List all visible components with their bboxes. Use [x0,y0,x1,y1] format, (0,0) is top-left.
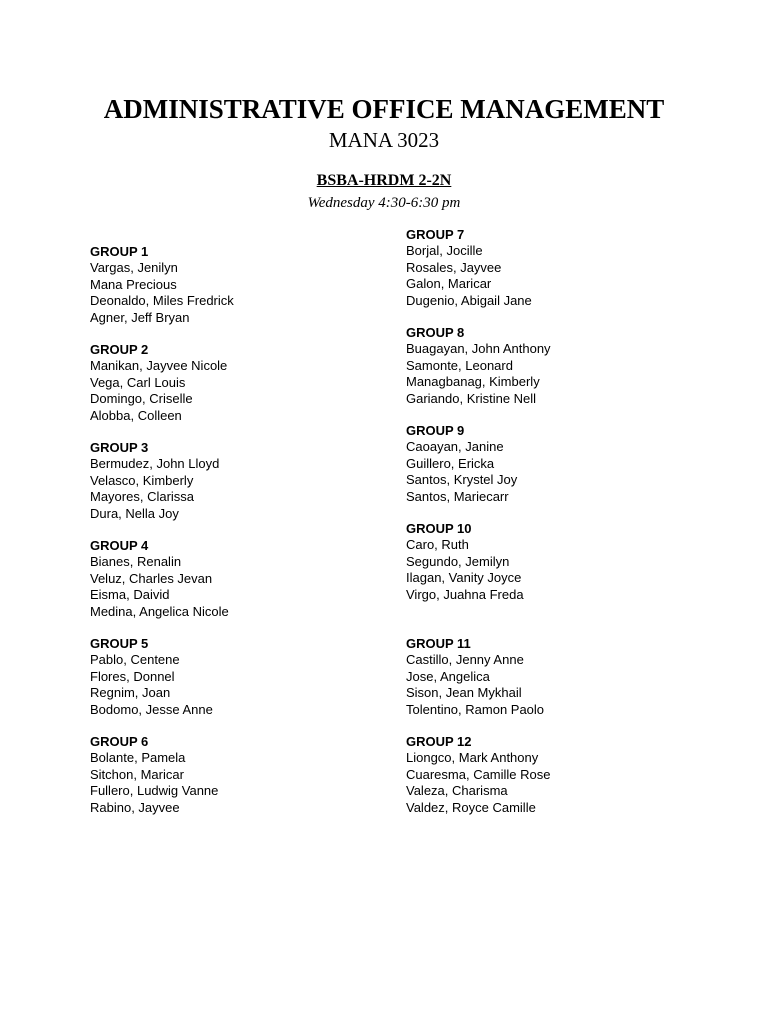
group-member: Tolentino, Ramon Paolo [406,701,545,717]
group-member: Dura, Nella Joy [90,505,179,521]
group-member: Bermudez, John Lloyd [90,456,220,472]
group-member: Segundo, Jemilyn [406,553,510,569]
group-title: GROUP 1 [90,244,149,259]
group-member: Cuaresma, Camille Rose [406,766,551,782]
group-block-11 [406,636,544,718]
group-member: Samonte, Leonard [406,357,513,373]
group-block-1 [90,244,234,326]
section-heading [0,171,768,191]
group-member: Borjal, Jocille [406,243,483,259]
group-member: Velasco, Kimberly [90,472,194,488]
group-title: GROUP 12 [406,734,472,749]
group-member: Buagayan, John Anthony [406,341,551,357]
group-member: Managbanag, Kimberly [406,374,540,390]
course-code: MANA 3023 [328,128,440,152]
group-title: GROUP 6 [90,734,149,749]
group-block-2 [90,342,227,424]
group-title: GROUP 10 [406,521,472,536]
group-member: Santos, Krystel Joy [406,472,518,488]
group-member: Jose, Angelica [406,668,490,684]
group-member: Liongco, Mark Anthony [406,750,539,766]
group-block-5 [90,636,213,718]
group-member: Domingo, Criselle [90,391,193,407]
group-title: GROUP 8 [406,325,465,340]
group-member: Santos, Mariecarr [406,488,509,504]
group-member: Sison, Jean Mykhail [406,685,522,701]
group-member: Caoayan, Janine [406,439,504,455]
group-member: Bolante, Pamela [90,750,186,766]
group-title: GROUP 3 [90,440,149,455]
group-block-3 [90,440,219,522]
group-member: Fullero, Ludwig Vanne [90,783,219,799]
group-member: Bianes, Renalin [90,554,182,570]
group-title: GROUP 4 [90,538,149,553]
group-member: Mana Precious [90,276,177,292]
group-title: GROUP 9 [406,423,465,438]
group-member: Valdez, Royce Camille [406,799,536,815]
group-title: GROUP 5 [90,636,149,651]
group-member: Dugenio, Abigail Jane [406,292,532,308]
group-member: Gariando, Kristine Nell [406,390,537,406]
group-member: Rosales, Jayvee [406,259,502,275]
group-member: Flores, Donnel [90,668,175,684]
group-member: Sitchon, Maricar [90,766,184,782]
group-member: Ilagan, Vanity Joyce [406,570,522,586]
group-block-12 [406,734,551,816]
group-member: Valeza, Charisma [406,783,508,799]
group-member: Alobba, Colleen [90,407,182,423]
group-member: Castillo, Jenny Anne [406,652,524,668]
group-block-4 [90,538,229,620]
group-title: GROUP 11 [406,636,471,651]
group-member: Veluz, Charles Jevan [90,570,213,586]
group-member: Vega, Carl Louis [90,374,186,390]
group-title: GROUP 7 [406,227,465,242]
group-block-7 [406,227,532,309]
group-member: Virgo, Juahna Freda [406,586,524,602]
group-member: Vargas, Jenilyn [90,260,178,276]
group-member: Caro, Ruth [406,537,469,553]
group-member: Agner, Jeff Bryan [90,309,190,325]
group-block-6 [90,734,218,816]
group-member: Guillero, Ericka [406,455,495,471]
group-member: Mayores, Clarissa [90,489,195,505]
group-title: GROUP 2 [90,342,149,357]
group-member: Manikan, Jayvee Nicole [90,358,228,374]
section-code: BSBA-HRDM 2-2N [316,172,452,189]
group-block-9 [406,423,517,505]
group-member: Regnim, Joan [90,685,171,701]
group-member: Rabino, Jayvee [90,799,180,815]
group-member: Deonaldo, Miles Fredrick [90,293,234,309]
group-block-8 [406,325,551,407]
group-member: Bodomo, Jesse Anne [90,701,213,717]
group-member: Pablo, Centene [90,652,180,668]
group-member: Galon, Maricar [406,276,492,292]
document-title: ADMINISTRATIVE OFFICE MANAGEMENT [103,94,665,124]
group-member: Medina, Angelica Nicole [90,603,229,619]
group-block-10 [406,521,524,603]
group-member: Eisma, Daivid [90,587,170,603]
class-schedule: Wednesday 4:30-6:30 pm [307,195,461,211]
